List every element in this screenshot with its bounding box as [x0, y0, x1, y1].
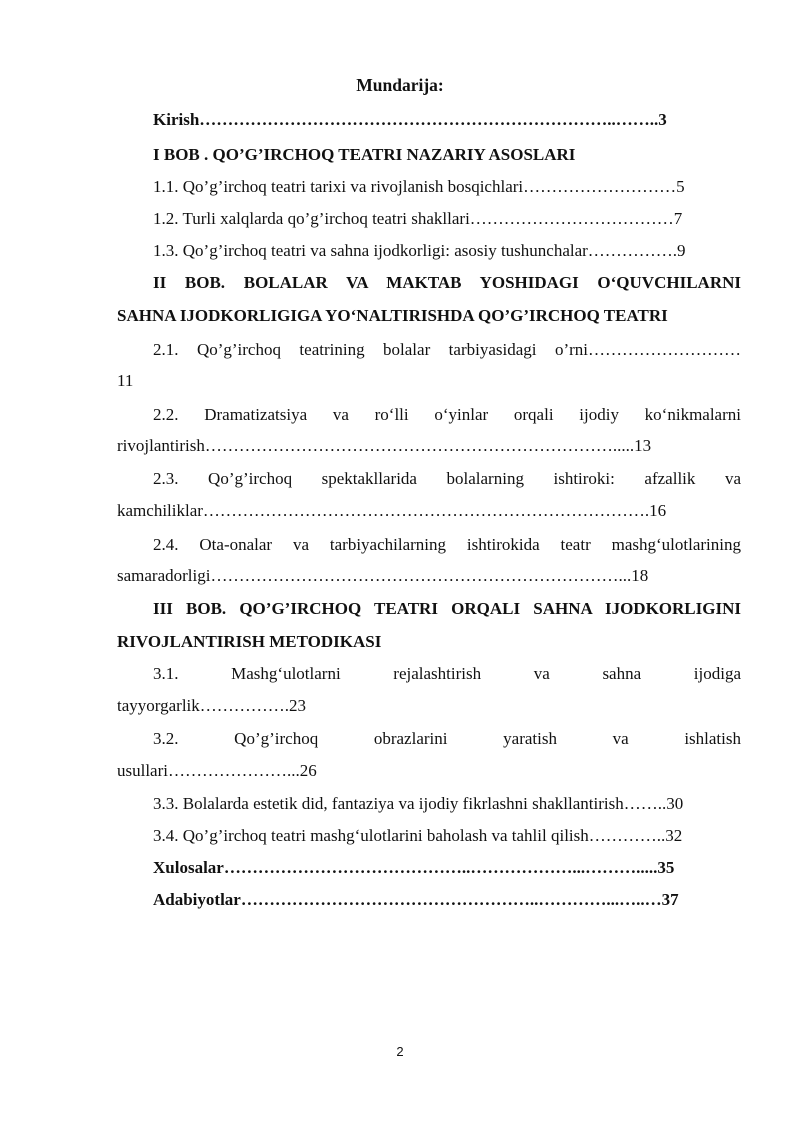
page-number: 2: [396, 1044, 404, 1059]
toc-references: Adabiyotlar……………………………………………..…………...…..…37: [153, 890, 679, 909]
toc-title: Mundarija:: [356, 75, 444, 95]
toc-section-2-2-line1: 2.2. Dramatizatsiya va ro‘lli o‘yinlar orqali ijodiy ko‘nikmalarni: [153, 405, 741, 424]
toc-section-3-1-line1: 3.1. Mashg‘ulotlarni rejalashtirish va sahna ijodiga: [153, 664, 741, 683]
toc-section-3-3: 3.3. Bolalarda estetik did, fantaziya va ijodiy fikrlashni shakllantirish……..30: [153, 794, 684, 813]
toc-section-2-3-line1: 2.3. Qo’g’irchoq spektakllarida bolalarning ishtiroki: afzallik va: [153, 469, 741, 488]
toc-section-3-2-line1: 3.2. Qo’g’irchoq obrazlarini yaratish va ishlatish: [153, 729, 741, 748]
toc-section-2-1-line1: 2.1. Qo’g’irchoq teatrining bolalar tarbiyasidagi o’rni………………………: [153, 340, 741, 359]
toc-section-1-2: 1.2. Turli xalqlarda qo’g’irchoq teatri shakllari………………………………7: [153, 209, 683, 228]
toc-section-1-3: 1.3. Qo’g’irchoq teatri va sahna ijodkorligi: asosiy tushunchalar…………….9: [153, 241, 686, 260]
toc-section-2-4-line2: samaradorligi………………………………………………………………...18: [117, 566, 649, 585]
toc-section-2-1-line2: 11: [117, 371, 134, 390]
toc-chapter-2-title-line1: II BOB. BOLALAR VA MAKTAB YOSHIDAGI O‘QUVCHILARNI: [153, 273, 741, 292]
toc-chapter-1-title: I BOB . QO’G’IRCHOQ TEATRI NAZARIY ASOSLARI: [153, 145, 576, 164]
toc-section-2-4-line1: 2.4. Ota-onalar va tarbiyachilarning ishtirokida teatr mashg‘ulotlarining: [153, 535, 741, 554]
toc-section-2-3-line2: kamchiliklar…………………………………………………………………….16: [117, 501, 667, 520]
toc-intro: Kirish………………………………………………………………..……..3: [153, 110, 667, 129]
toc-conclusions: Xulosalar……………………………………..………………...……….....35: [153, 858, 675, 877]
toc-chapter-2-title-line2: SAHNA IJODKORLIGIGA YO‘NALTIRISHDA QO’G’IRCHOQ TEATRI: [117, 306, 668, 325]
toc-section-3-4: 3.4. Qo’g’irchoq teatri mashg‘ulotlarini baholash va tahlil qilish…………..32: [153, 826, 683, 845]
toc-chapter-3-title-line1: III BOB. QO’G’IRCHOQ TEATRI ORQALI SAHNA IJODKORLIGINI: [153, 599, 741, 618]
toc-section-3-2-line2: usullari…………………...26: [117, 761, 317, 780]
toc-section-3-1-line2: tayyorgarlik…………….23: [117, 696, 307, 715]
toc-chapter-3-title-line2: RIVOJLANTIRISH METODIKASI: [117, 632, 382, 651]
toc-section-1-1: 1.1. Qo’g’irchoq teatri tarixi va rivojlanish bosqichlari………………………5: [153, 177, 685, 196]
toc-section-2-2-line2: rivojlantirish……………………………………………………………….....13: [117, 436, 652, 455]
